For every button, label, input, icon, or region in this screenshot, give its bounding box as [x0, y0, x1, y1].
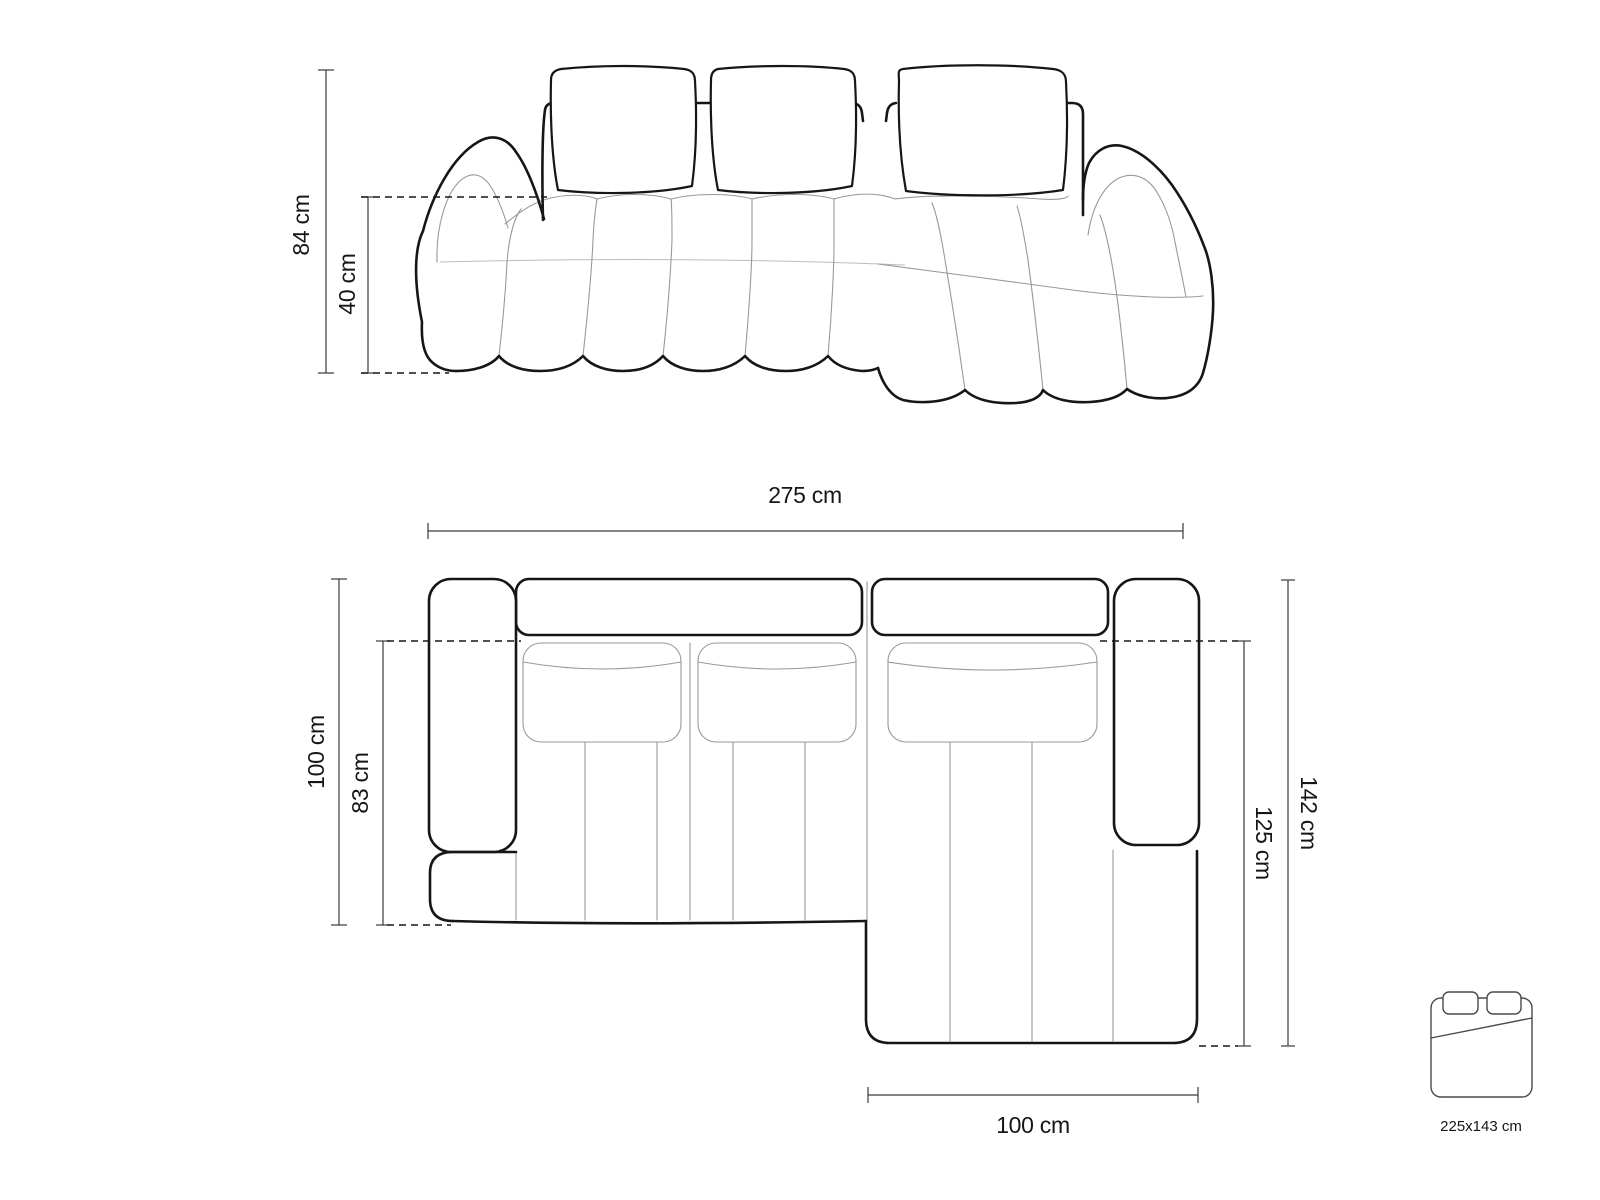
front-bubble-seam-3: [663, 199, 672, 356]
top-view-sofa-drawing: [429, 579, 1199, 1043]
cushion-outline: [698, 643, 856, 742]
sleeping-area-legend: [1431, 992, 1532, 1135]
dim-plan-total-width: [428, 482, 1183, 539]
front-chaise-seam-3: [1100, 215, 1127, 389]
plan-total-depth-label: 100 cm: [303, 715, 329, 789]
front-view-sofa-drawing: [416, 65, 1213, 403]
cushion-outline: [523, 643, 681, 742]
front-view: [288, 65, 1213, 403]
front-chaise-fold-seam: [878, 264, 1203, 297]
plan-seat-cushion-left: [523, 643, 681, 742]
front-left-arm-outline: [416, 137, 544, 371]
dim-plan-chaise-usable-length: [1237, 641, 1277, 1046]
bed-icon: [1431, 992, 1532, 1097]
front-seat-height-label: 40 cm: [334, 253, 360, 315]
front-chaise-seam-1: [932, 203, 965, 390]
dim-plan-chaise-total-length: [1281, 580, 1322, 1046]
cushion-outline: [888, 643, 1097, 742]
front-right-arm-inner-seam: [1088, 175, 1186, 297]
sleeping-area-size-label: 225x143 cm: [1440, 1118, 1522, 1135]
front-back-cushion-right: [899, 65, 1067, 195]
bed-pillow-right: [1487, 992, 1521, 1014]
dim-front-total-height: [288, 70, 334, 373]
plan-backrest-left: [516, 579, 862, 635]
top-view: [303, 482, 1322, 1138]
front-back-cushion-middle: [711, 66, 856, 193]
front-left-arm-inner-seam: [437, 175, 508, 262]
dim-plan-seat-depth: [347, 641, 390, 925]
front-backrest-split-right: [886, 103, 896, 121]
front-body-seam: [440, 260, 905, 265]
plan-backrest-right: [872, 579, 1108, 635]
front-back-cushion-left: [551, 66, 696, 193]
plan-left-armrest: [429, 579, 516, 852]
plan-seat-cushion-middle: [698, 643, 856, 742]
front-bottom-scallops: [456, 356, 878, 371]
plan-front-left-corner: [430, 852, 516, 921]
plan-seat-depth-label: 83 cm: [347, 752, 373, 814]
dim-plan-total-depth: [303, 579, 347, 925]
front-chaise-seam-2: [1017, 206, 1043, 390]
dim-plan-chaise-width: [868, 1087, 1198, 1138]
dim-front-seat-height: [334, 197, 375, 373]
plan-chaise-cushion: [888, 643, 1097, 742]
plan-chaise-usable-length-label: 125 cm: [1251, 806, 1277, 880]
plan-chaise-total-length-label: 142 cm: [1296, 776, 1322, 850]
bed-pillow-left: [1443, 992, 1478, 1014]
front-total-height-label: 84 cm: [288, 194, 314, 256]
plan-front-edge: [453, 921, 866, 923]
plan-total-width-label: 275 cm: [768, 482, 842, 508]
front-bubble-seam-1: [499, 209, 521, 356]
front-bubble-seam-2: [583, 199, 597, 356]
plan-chaise-width-label: 100 cm: [996, 1112, 1070, 1138]
plan-right-armrest: [1114, 579, 1199, 845]
front-bubble-seam-4: [745, 199, 752, 356]
front-bubble-seam-5: [828, 199, 834, 356]
